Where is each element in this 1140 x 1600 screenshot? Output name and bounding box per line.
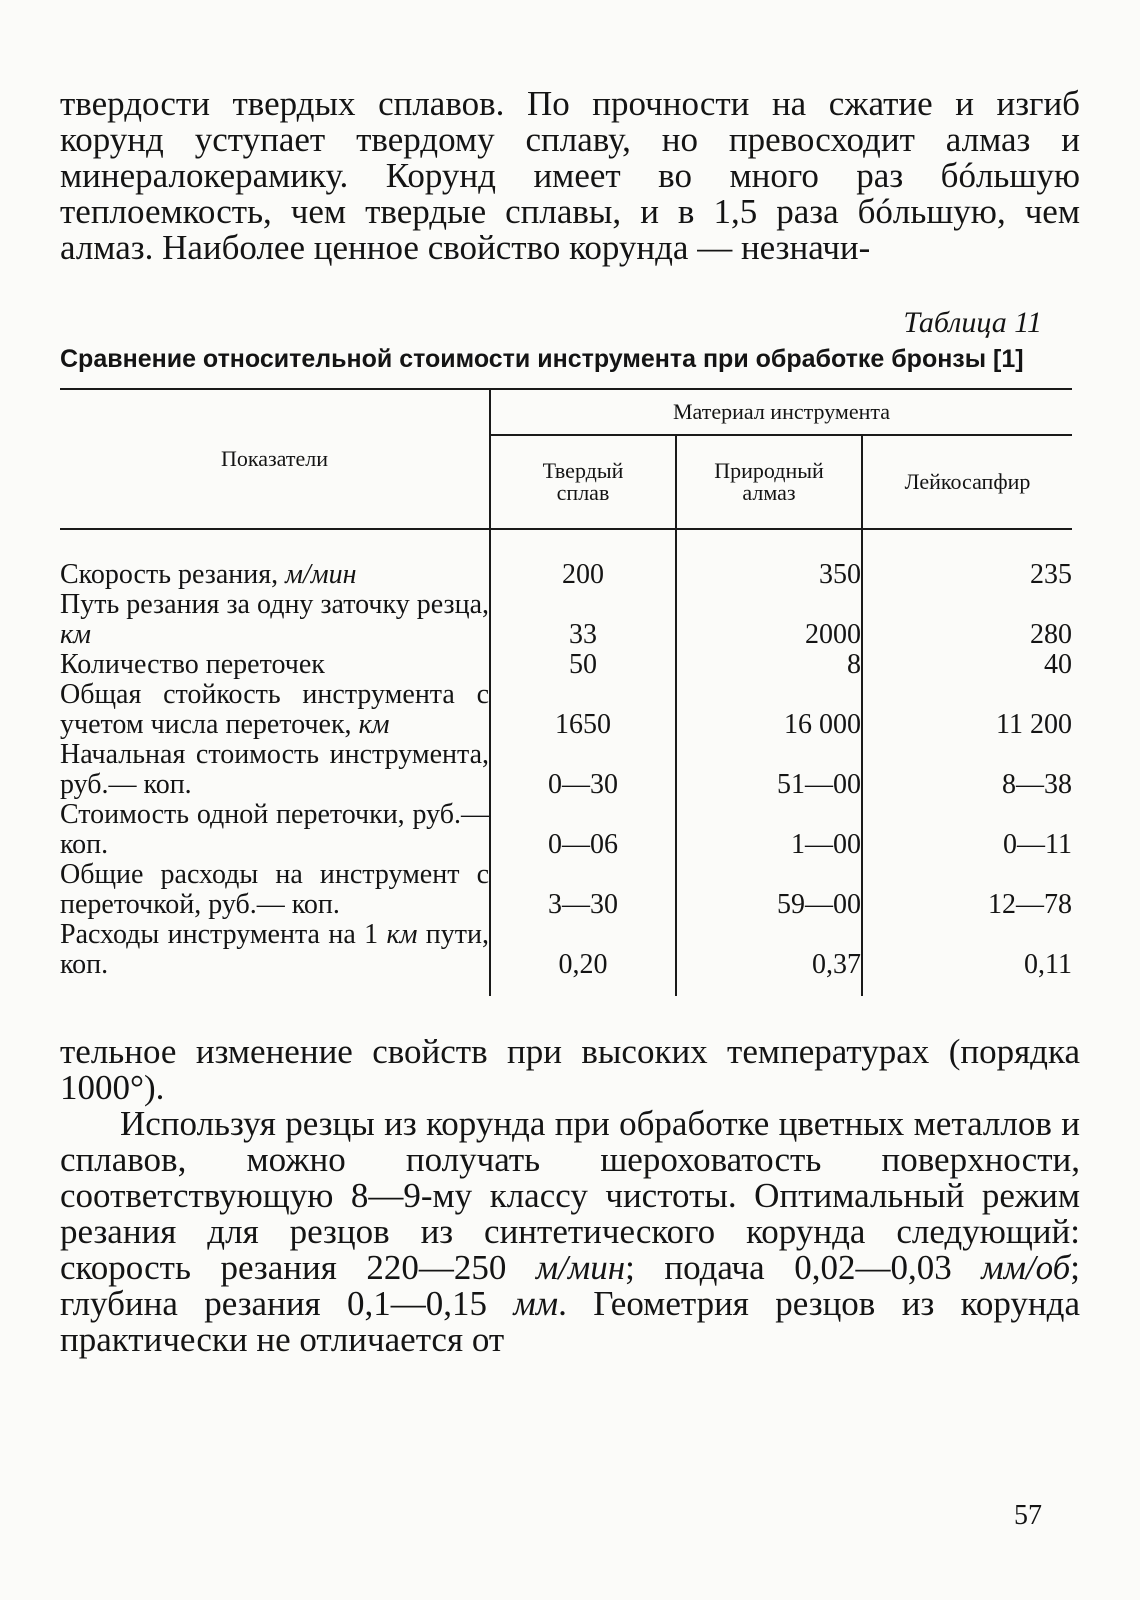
cell-hard-alloy: 0—06 bbox=[490, 800, 676, 860]
row-label: Количество переточек bbox=[60, 649, 325, 680]
cell-leucosapphire: 12—78 bbox=[862, 860, 1072, 920]
table-row bbox=[60, 560, 1072, 590]
body-paragraph-corundum-cutters: Используя резцы из корунда при обработке цветных металлов и сплавов, можно получать шероховатость поверхности, соответствующую 8—9-му классу чистоты. Оптимальный режим резания для резцов из синтетического корунда следующий: скорость резания 220—250 м/мин; подача 0,02—0,03 мм/об; глубина резания 0,1—0,15 мм. Геометрия резцов из корунда практически не отличается от bbox=[60, 1104, 1081, 1359]
page bbox=[60, 86, 1080, 1358]
cell-hard-alloy: 1650 bbox=[490, 680, 676, 740]
cell-leucosapphire: 0—11 bbox=[862, 800, 1072, 860]
row-label: Стоимость одной переточки, руб.— коп. bbox=[60, 799, 489, 860]
cell-natural-diamond: 0,37 bbox=[676, 920, 862, 996]
table-row bbox=[60, 650, 1072, 680]
row-label: Путь резания за одну заточку резца, км bbox=[60, 589, 489, 650]
cell-hard-alloy: 33 bbox=[490, 590, 676, 650]
cell-leucosapphire: 8—38 bbox=[862, 740, 1072, 800]
cell-hard-alloy: 3—30 bbox=[490, 860, 676, 920]
row-label: Общая стойкость инструмента с учетом числа переточек, км bbox=[60, 679, 489, 740]
cell-natural-diamond: 16 000 bbox=[676, 680, 862, 740]
page-number: 57 bbox=[1014, 1500, 1042, 1531]
cell-natural-diamond: 8 bbox=[676, 650, 862, 680]
row-label: Начальная стоимость инструмента, руб.— коп. bbox=[60, 739, 489, 800]
cell-natural-diamond: 2000 bbox=[676, 590, 862, 650]
cell-leucosapphire: 280 bbox=[862, 590, 1072, 650]
cell-hard-alloy: 200 bbox=[490, 560, 676, 590]
cell-natural-diamond: 1—00 bbox=[676, 800, 862, 860]
table-row bbox=[60, 860, 1072, 920]
cell-leucosapphire: 235 bbox=[862, 560, 1072, 590]
table-row bbox=[60, 800, 1072, 860]
cost-comparison-table bbox=[60, 388, 1072, 996]
header-tool-material: Материал инструмента bbox=[490, 389, 1072, 435]
cell-natural-diamond: 51—00 bbox=[676, 740, 862, 800]
body-paragraph-continued: тельное изменение свойств при высоких температурах (порядка 1000°). bbox=[60, 1032, 1080, 1107]
cell-hard-alloy: 50 bbox=[490, 650, 676, 680]
table-row bbox=[60, 740, 1072, 800]
table-title: Сравнение относительной стоимости инструмента при обработке бронзы [1] bbox=[60, 345, 1024, 373]
table-row bbox=[60, 590, 1072, 650]
cell-natural-diamond: 350 bbox=[676, 560, 862, 590]
row-label: Расходы инструмента на 1 км пути, коп. bbox=[60, 919, 490, 980]
table-row bbox=[60, 680, 1072, 740]
cell-natural-diamond: 59—00 bbox=[676, 860, 862, 920]
row-label: Скорость резания, м/мин bbox=[60, 559, 357, 590]
cell-hard-alloy: 0,20 bbox=[490, 920, 676, 996]
row-label: Общие расходы на инструмент с переточкой, руб.— коп. bbox=[60, 859, 489, 920]
header-natural-diamond: Природный алмаз bbox=[676, 435, 862, 529]
header-hard-alloy: Твердый сплав bbox=[490, 435, 676, 529]
cell-leucosapphire: 11 200 bbox=[862, 680, 1072, 740]
header-leucosapphire: Лейкосапфир bbox=[862, 435, 1072, 529]
cell-leucosapphire: 0,11 bbox=[862, 920, 1072, 996]
cell-leucosapphire: 40 bbox=[862, 650, 1072, 680]
header-indicators: Показатели bbox=[60, 389, 490, 529]
cell-hard-alloy: 0—30 bbox=[490, 740, 676, 800]
table-row bbox=[60, 920, 1072, 996]
table-number: Таблица 11 bbox=[903, 306, 1042, 339]
body-paragraph-top: твердости твердых сплавов. По прочности на сжатие и изгиб корунд уступает твердому сплаву, но превосходит алмаз и минералокерамику. Корунд имеет во много раз бóльшую теплоемкость, чем твердые сплавы, и в 1,5 раза бóльшую, чем алмаз. Наиболее ценное свойство корунда — незначи- bbox=[60, 84, 1080, 267]
